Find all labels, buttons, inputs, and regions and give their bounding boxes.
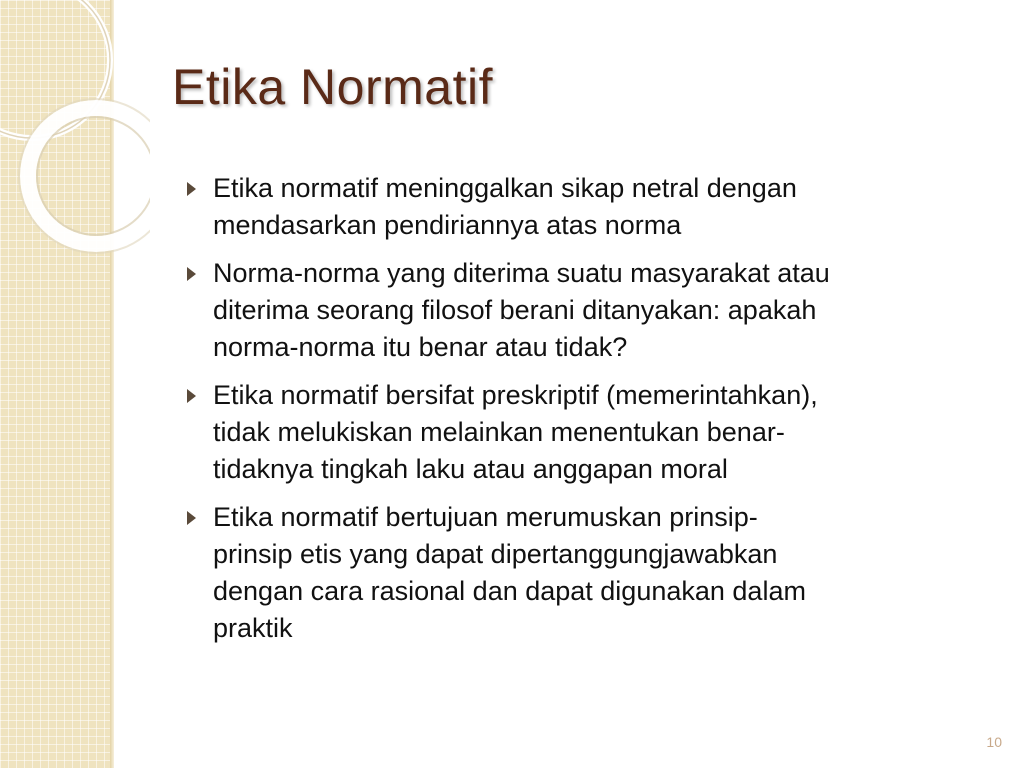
bullet-text-line: dengan cara rasional dan dapat digunakan dalam — [213, 576, 806, 606]
bullet-text-line: diterima seorang filosof berani ditanyakan: apakah — [213, 295, 817, 325]
list-item — [182, 499, 997, 647]
page-number: 10 — [986, 734, 1002, 750]
bullet-text-line: Norma-norma yang diterima suatu masyarakat atau — [213, 258, 830, 288]
list-item — [182, 377, 997, 488]
bullet-text-line: praktik — [213, 613, 293, 643]
slide-title: Etika Normatif — [172, 59, 493, 115]
bullet-arrow-icon — [187, 389, 196, 403]
bullet-arrow-icon — [187, 267, 196, 281]
bullet-text-line: tidaknya tingkah laku atau anggapan moral — [213, 454, 728, 484]
bullet-text-line: norma-norma itu benar atau tidak? — [213, 332, 628, 362]
bullet-text-line: mendasarkan pendiriannya atas norma — [213, 210, 682, 240]
bullet-text-line: Etika normatif bertujuan merumuskan prinsip- — [213, 502, 758, 532]
bullet-text-line: prinsip etis yang dapat dipertanggungjawabkan — [213, 539, 778, 569]
bullet-text-line: Etika normatif bersifat preskriptif (memerintahkan), — [213, 380, 818, 410]
bullet-arrow-icon — [187, 182, 196, 196]
bullet-text-line: tidak melukiskan melainkan menentukan benar- — [213, 417, 785, 447]
bullet-arrow-icon — [187, 511, 196, 525]
bullet-list — [182, 170, 997, 658]
decorative-rings-icon — [0, 0, 150, 260]
list-item — [182, 170, 997, 244]
list-item — [182, 255, 997, 366]
bullet-text-line: Etika normatif meninggalkan sikap netral dengan — [213, 173, 797, 203]
